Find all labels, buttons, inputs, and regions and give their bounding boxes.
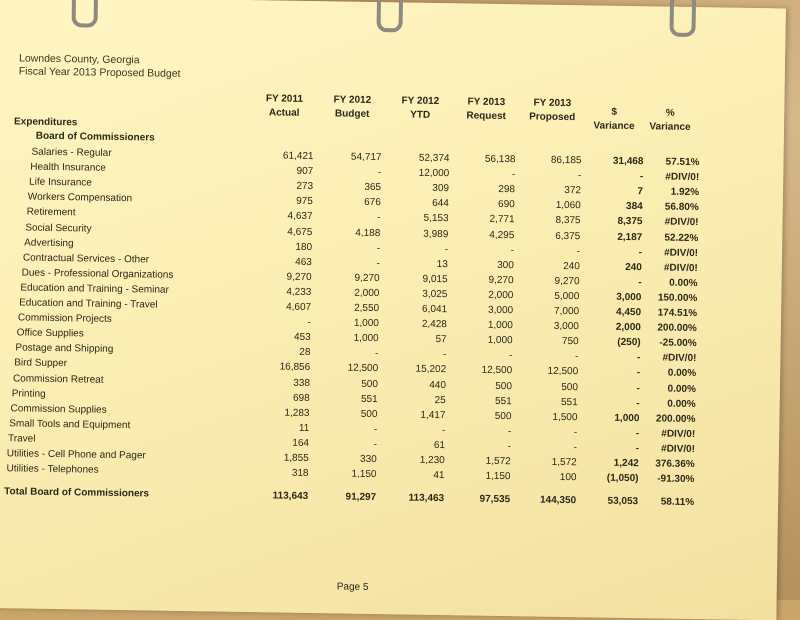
row-value: 6,041 [422, 303, 448, 316]
row-value: 500 [360, 408, 378, 420]
column-header [316, 93, 388, 122]
row-value: 150.00% [657, 292, 698, 304]
row-label: Office Supplies [16, 327, 84, 340]
row-value: 330 [359, 453, 377, 466]
row-value: 907 [296, 165, 314, 178]
row-value: 1,000 [487, 334, 513, 347]
row-label: Travel [7, 433, 36, 445]
row-value: 2,000 [615, 321, 641, 334]
row-label: Retirement [26, 206, 76, 219]
row-value: #DIV/0! [665, 171, 700, 184]
row-value: 9,270 [554, 275, 580, 288]
section-heading: Expenditures [13, 116, 78, 129]
row-value: 8,375 [555, 215, 581, 227]
column-header [450, 95, 522, 124]
row-value: 11 [298, 422, 310, 434]
row-value: - [377, 167, 382, 179]
row-value: 16,856 [279, 361, 311, 374]
row-value: 3,000 [553, 320, 579, 333]
row-value: 1,060 [555, 200, 581, 212]
row-value: 644 [432, 198, 449, 210]
row-value: - [508, 350, 513, 362]
row-label: Printing [11, 387, 46, 400]
column-header-line1: FY 2012 [401, 95, 440, 108]
row-value: -91.30% [657, 473, 695, 486]
row-value: 240 [625, 261, 642, 273]
row-label: Bird Supper [14, 357, 68, 370]
row-value: 1,500 [552, 411, 578, 423]
row-label: Dues - Professional Organizations [21, 267, 174, 281]
row-value: 12,500 [547, 366, 579, 378]
row-value: 2,771 [489, 214, 515, 226]
row-value: - [574, 351, 579, 363]
row-value: 453 [293, 331, 311, 344]
row-value: 500 [494, 410, 512, 422]
row-value: 1,572 [485, 455, 511, 468]
column-header [248, 92, 320, 121]
row-value: - [377, 212, 381, 224]
row-value: -25.00% [659, 337, 697, 350]
row-value: #DIV/0! [661, 428, 696, 440]
row-value: - [638, 276, 642, 289]
row-value: 52.22% [664, 232, 699, 244]
row-label: Commission Projects [17, 312, 112, 325]
total-value: 91,297 [345, 491, 377, 504]
row-value: - [373, 438, 378, 450]
row-value: #DIV/0! [664, 216, 699, 229]
column-header-line1: FY 2013 [533, 97, 572, 110]
row-value: 4,675 [287, 226, 313, 238]
row-value: 4,450 [615, 306, 642, 319]
total-value: 53,053 [607, 495, 639, 508]
row-value: 1,572 [551, 456, 577, 469]
row-label: Education and Training - Seminar [20, 282, 169, 296]
row-value: 2,428 [421, 318, 447, 331]
row-value: 0.00% [667, 368, 697, 380]
row-label: Workers Compensation [27, 191, 133, 205]
page-number: Page 5 [336, 581, 369, 593]
row-value: 41 [433, 470, 445, 482]
row-value: 4,233 [286, 286, 312, 298]
column-header-line1: FY 2013 [467, 96, 506, 109]
total-value: 113,643 [272, 490, 309, 502]
row-value: 1,855 [283, 452, 309, 465]
row-value: 698 [292, 392, 310, 404]
row-label: Advertising [24, 237, 74, 249]
row-value: 2,000 [488, 289, 514, 302]
row-value: 180 [295, 241, 313, 253]
row-value: 1,000 [353, 332, 379, 345]
row-value: 1,417 [420, 409, 446, 421]
row-value: (250) [617, 337, 641, 349]
row-value: - [636, 367, 641, 379]
row-value: 164 [292, 437, 310, 449]
row-value: - [635, 427, 640, 439]
row-value: 376.36% [655, 458, 695, 471]
row-label: Utilities - Telephones [6, 463, 99, 476]
row-value: 690 [498, 199, 515, 211]
row-value: 7 [637, 186, 644, 198]
row-value: 3,025 [422, 288, 448, 301]
row-value: 57.51% [665, 156, 700, 169]
column-header-line2: YTD [410, 109, 431, 121]
row-value: 750 [561, 336, 579, 348]
row-value: 174.51% [657, 307, 698, 320]
row-value: - [573, 442, 578, 454]
row-value: 1,000 [487, 319, 513, 332]
row-value: 12,000 [418, 167, 450, 180]
row-label: Commission Supplies [10, 402, 107, 416]
row-value: 463 [295, 256, 312, 268]
row-value: 384 [625, 201, 643, 213]
subsection-heading: Board of Commissioners [35, 130, 155, 144]
row-value: 9,015 [422, 273, 448, 285]
county-name: Lowndes County, Georgia [18, 52, 140, 67]
column-header-line2: Proposed [529, 111, 576, 124]
row-value: 2,187 [617, 231, 643, 243]
row-value: - [444, 243, 449, 255]
row-value: - [441, 424, 446, 436]
row-value: - [639, 171, 644, 183]
column-header-line2: Budget [334, 108, 370, 120]
row-value: 28 [299, 347, 311, 359]
row-value: 1,242 [613, 457, 639, 470]
row-value: 12,500 [347, 362, 379, 375]
total-value: 97,535 [479, 493, 511, 506]
row-value: 551 [494, 395, 512, 407]
row-value: (1,050) [606, 472, 639, 485]
row-value: 6,375 [555, 230, 581, 242]
row-value: 13 [436, 258, 448, 270]
row-value: - [635, 443, 640, 455]
row-value: 25 [434, 394, 446, 406]
row-value: 1,230 [419, 454, 445, 467]
row-value: 309 [432, 183, 450, 195]
total-row-line [0, 486, 746, 512]
row-value: 1,150 [485, 470, 511, 483]
row-value: 3,000 [488, 304, 514, 317]
row-value: - [374, 348, 379, 360]
row-value: - [636, 397, 640, 409]
row-value: 52,374 [418, 152, 450, 165]
column-header [384, 94, 456, 123]
row-value: - [442, 349, 447, 361]
row-value: 551 [560, 396, 578, 408]
row-value: 2,000 [354, 287, 380, 299]
row-label: Utilities - Cell Phone and Pager [6, 448, 146, 462]
row-value: 0.00% [667, 383, 696, 395]
row-value: 240 [563, 260, 580, 272]
row-value: - [511, 169, 516, 181]
binder-ring-right [669, 0, 696, 37]
row-value: - [573, 426, 578, 439]
row-label: Contractual Services - Other [22, 252, 150, 266]
total-label: Total Board of Commissioners [4, 486, 150, 500]
row-label: Education and Training - Travel [19, 297, 158, 311]
row-value: 0.00% [669, 277, 698, 289]
row-value: 975 [296, 196, 313, 208]
document-title: Fiscal Year 2013 Proposed Budget [18, 65, 181, 80]
row-value: 5,000 [554, 290, 580, 303]
row-value: 1,283 [284, 407, 310, 419]
row-value: - [638, 246, 643, 258]
column-header-line1: FY 2012 [333, 94, 372, 106]
row-value: 4,295 [489, 229, 515, 241]
row-label: Small Tools and Equipment [9, 418, 131, 431]
binder-ring-left [72, 0, 99, 28]
row-value: 61 [433, 439, 446, 452]
row-value: 300 [497, 259, 514, 271]
row-value: 15,202 [415, 364, 447, 376]
row-value: 56.80% [664, 201, 699, 214]
row-value: 1,150 [351, 468, 377, 481]
row-value: 1,000 [353, 317, 379, 330]
row-value: 8,375 [617, 216, 643, 228]
row-value: 57 [435, 334, 447, 346]
column-header-line2: Variance [593, 120, 635, 133]
row-value: - [510, 244, 515, 256]
row-value: 338 [293, 377, 311, 389]
row-value: 440 [429, 379, 447, 391]
row-value: #DIV/0! [662, 352, 697, 365]
column-header-line1: $ [611, 106, 618, 118]
row-label: Life Insurance [28, 176, 92, 189]
row-value: 1.92% [670, 186, 700, 199]
column-header [634, 106, 706, 135]
row-value: - [577, 170, 582, 182]
row-value: - [636, 352, 641, 364]
row-value: - [576, 245, 581, 257]
row-value: #DIV/0! [664, 247, 699, 259]
row-value: - [636, 382, 641, 394]
row-value: 54,717 [350, 151, 382, 164]
row-value: 56,138 [484, 153, 516, 166]
row-value: - [376, 242, 381, 254]
row-value: - [376, 257, 380, 269]
row-label: Postage and Shipping [15, 342, 114, 356]
row-value: - [307, 317, 311, 329]
row-value: 365 [364, 182, 382, 194]
row-value: 5,153 [423, 213, 449, 225]
row-value: 500 [495, 380, 513, 392]
row-label: Commission Retreat [12, 372, 104, 386]
row-value: 200.00% [655, 413, 696, 425]
row-value: 9,270 [354, 272, 380, 284]
row-value: 4,637 [287, 211, 313, 223]
row-value: 676 [364, 197, 381, 209]
row-value: 298 [498, 184, 516, 196]
row-value: 61,421 [282, 150, 314, 163]
row-value: 9,270 [286, 271, 312, 283]
binder-ring-middle [376, 0, 403, 32]
total-value: 113,463 [408, 492, 445, 505]
row-label: Health Insurance [30, 161, 107, 174]
row-value: 3,000 [616, 291, 642, 304]
row-value: #DIV/0! [663, 262, 698, 274]
row-value: 7,000 [553, 305, 580, 318]
row-value: 1,000 [614, 412, 640, 424]
row-label: Social Security [25, 222, 92, 235]
row-label: Salaries - Regular [31, 146, 112, 159]
row-value: 372 [564, 185, 582, 197]
row-value: #DIV/0! [660, 443, 696, 455]
row-value: 3,989 [423, 228, 449, 240]
column-header-line1: % [665, 107, 675, 119]
row-value: 551 [360, 393, 378, 405]
row-value: 318 [291, 467, 309, 480]
row-value: 86,185 [550, 154, 582, 167]
row-value: 31,468 [612, 155, 644, 168]
row-value: 4,188 [355, 227, 381, 239]
total-value: 144,350 [539, 494, 577, 507]
total-value: 58.11% [660, 496, 695, 509]
row-value: 273 [296, 180, 314, 193]
column-header-line1: FY 2011 [265, 93, 304, 105]
row-value: - [507, 441, 512, 453]
row-value: 100 [559, 472, 577, 484]
row-value: 200.00% [657, 322, 697, 335]
row-value: 500 [361, 378, 379, 390]
row-value: 0.00% [667, 398, 696, 410]
column-header-line2: Request [466, 110, 506, 123]
row-value: - [373, 423, 378, 435]
row-value: 4,607 [286, 301, 312, 314]
row-value: 12,500 [481, 365, 513, 377]
row-value: 2,550 [354, 302, 380, 315]
row-value: 9,270 [488, 274, 514, 286]
row-value: 500 [561, 381, 579, 393]
column-header-line2: Actual [268, 107, 300, 119]
column-header-line2: Variance [649, 121, 691, 133]
row-value: - [507, 425, 512, 437]
